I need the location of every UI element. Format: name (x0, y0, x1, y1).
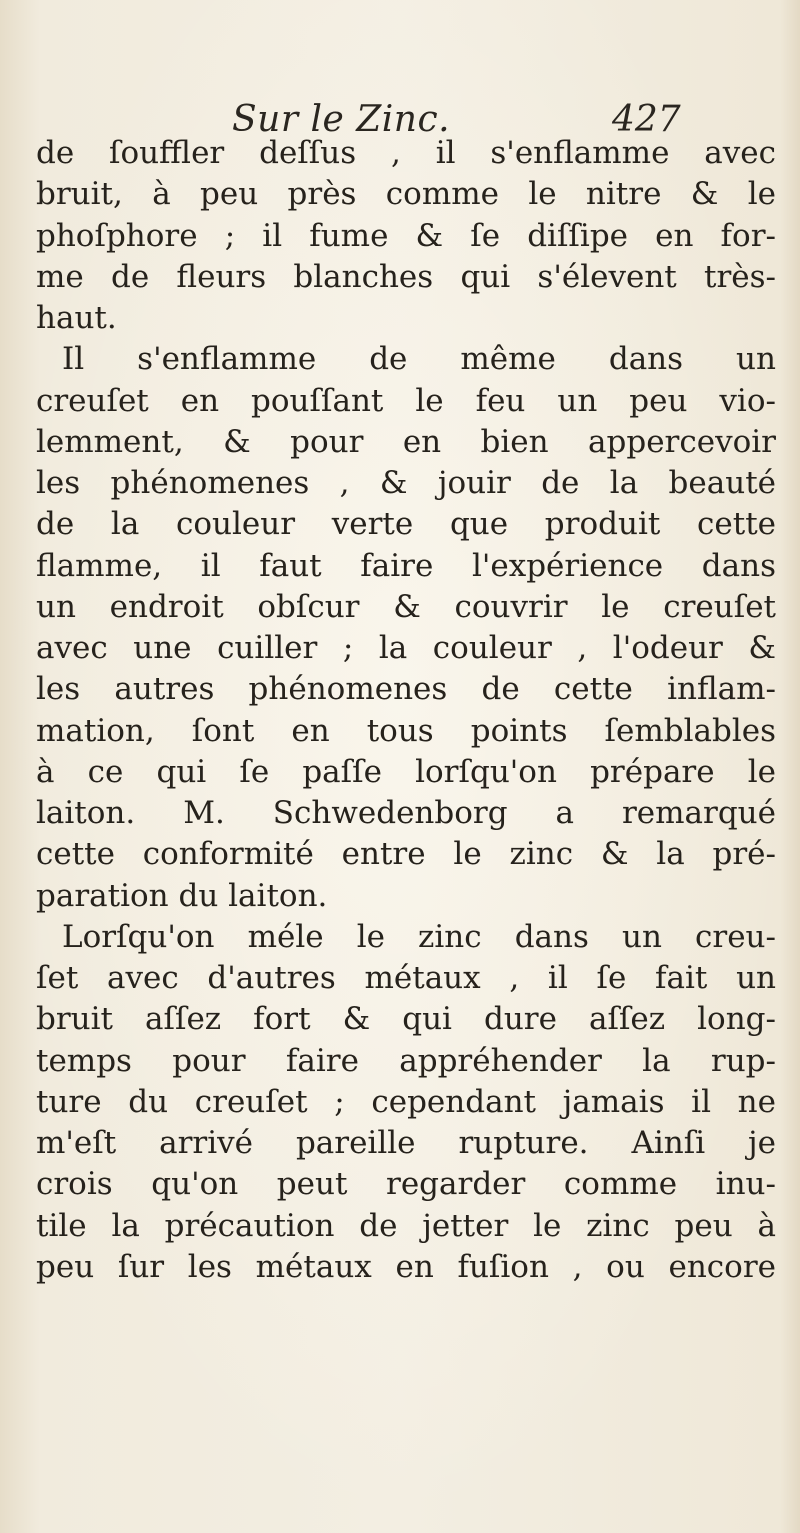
text-line: crois qu'on peut regarder comme inu- (36, 1166, 776, 1203)
text-line: mation, ſont en tous points ſemblables (36, 712, 776, 749)
text-line: de la couleur verte que produit cette (36, 506, 776, 543)
text-line: cette conformité entre le zinc & la pré- (36, 836, 776, 873)
paragraph-start-line: Lorſqu'on méle le zinc dans un creu- (62, 918, 776, 955)
text-line: me de fleurs blanches qui s'élevent très- (36, 258, 776, 295)
text-line: à ce qui ſe paſſe lorſqu'on prépare le (36, 753, 776, 790)
body-text (36, 133, 776, 1288)
text-line: peu ſur les métaux en fuſion , ou encore (36, 1248, 776, 1285)
text-line: laiton. M. Schwedenborg a remarqué (36, 795, 776, 831)
text-line: bruit aſſez fort & qui dure aſſez long- (36, 1001, 776, 1038)
text-line: un endroit obſcur & couvrir le creuſet (36, 588, 776, 625)
text-line: flamme, il faut faire l'expérience dans (36, 547, 776, 584)
text-line: m'eſt arrivé pareille rupture. Ainſi je (36, 1125, 776, 1161)
text-line: paration du laiton. (36, 877, 328, 914)
text-line: les autres phénomenes de cette inflam- (36, 671, 776, 708)
text-line: phoſphore ; il fume & ſe diſſipe en for- (36, 217, 776, 254)
text-line: ture du creuſet ; cependant jamais il ne (36, 1083, 776, 1120)
text-line: les phénomenes , & jouir de la beauté (36, 465, 776, 501)
text-line: ſet avec d'autres métaux , il ſe fait un (36, 960, 776, 996)
text-line: creuſet en pouſſant le feu un peu vio- (36, 382, 776, 419)
text-line: bruit, à peu près comme le nitre & le (36, 176, 776, 213)
text-line: tile la précaution de jetter le zinc peu à (36, 1207, 776, 1244)
page-number: 427 (612, 99, 681, 140)
text-line: de ſouffler deſſus , il s'enflamme avec (36, 135, 776, 171)
text-line: haut. (36, 300, 117, 336)
text-line: lemment, & pour en bien appercevoir (36, 423, 776, 460)
running-title: Sur le Zinc. (232, 99, 451, 140)
text-line: avec une cuiller ; la couleur , l'odeur & (36, 630, 776, 666)
paragraph-start-line: Il s'enflamme de même dans un (62, 341, 776, 378)
text-line: temps pour faire appréhender la rup- (36, 1042, 776, 1079)
